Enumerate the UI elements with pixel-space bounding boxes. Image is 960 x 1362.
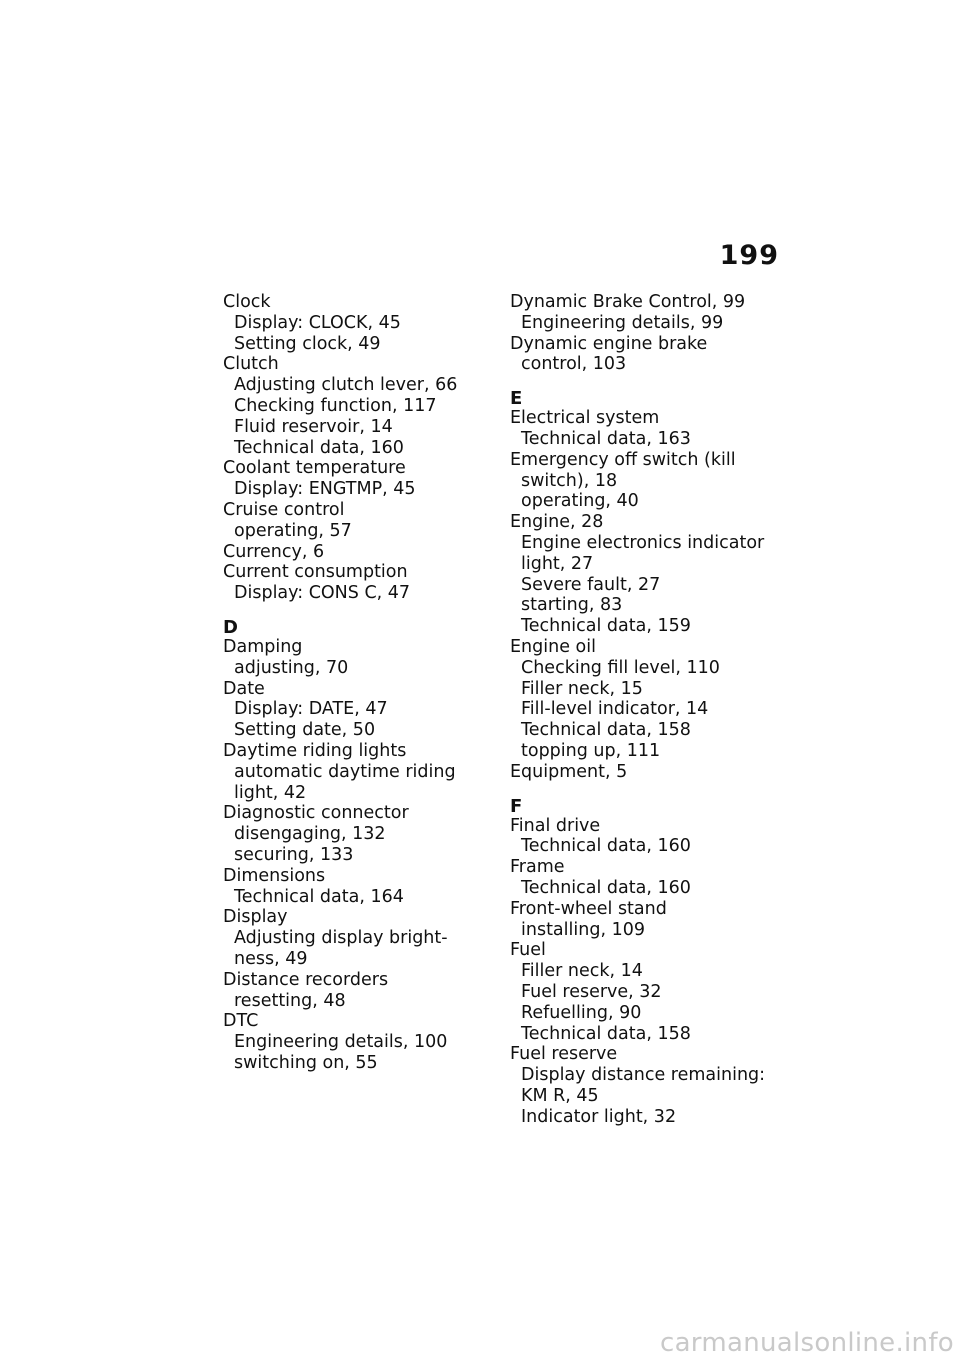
index-subentry: automatic daytime riding bbox=[234, 761, 456, 782]
index-subentry: securing, 133 bbox=[234, 844, 354, 865]
index-subentry: adjusting, 70 bbox=[234, 657, 349, 678]
index-subentry: Technical data, 164 bbox=[234, 886, 404, 907]
index-entry: Clock bbox=[223, 292, 271, 312]
index-subentry: Engineering details, 99 bbox=[521, 312, 724, 333]
index-subentry: ness, 49 bbox=[234, 948, 308, 969]
index-entry: Front-wheel stand bbox=[510, 898, 667, 919]
index-subentry: control, 103 bbox=[521, 354, 627, 375]
index-subentry: Refuelling, 90 bbox=[521, 1002, 642, 1023]
index-entry: Currency, 6 bbox=[223, 541, 325, 562]
index-entry: Fuel reserve bbox=[510, 1044, 618, 1065]
index-entry: Dynamic engine brake bbox=[510, 333, 708, 354]
index-entry: Electrical system bbox=[510, 408, 660, 429]
index-subentry: Technical data, 158 bbox=[521, 1023, 691, 1044]
index-subentry: Severe fault, 27 bbox=[521, 574, 661, 595]
index-entry: Emergency off switch (kill bbox=[510, 449, 736, 470]
index-subentry: disengaging, 132 bbox=[234, 824, 386, 845]
index-section-letter: D bbox=[223, 616, 238, 638]
index-subentry: starting, 83 bbox=[521, 595, 623, 616]
index-subentry: Adjusting display bright- bbox=[234, 928, 448, 949]
index-subentry: Display distance remaining: bbox=[521, 1065, 766, 1086]
index-subentry: installing, 109 bbox=[521, 919, 645, 940]
index-subentry: light, 42 bbox=[234, 782, 307, 803]
index-entry: Frame bbox=[510, 857, 565, 878]
index-subentry: Adjusting clutch lever, 66 bbox=[234, 375, 458, 396]
index-entry: Clutch bbox=[223, 354, 279, 375]
index-entry: DTC bbox=[223, 1011, 259, 1032]
index-subentry: light, 27 bbox=[521, 553, 594, 574]
index-entry: Diagnostic connector bbox=[223, 803, 409, 824]
index-subentry: Filler neck, 15 bbox=[521, 678, 643, 699]
index-entry: Engine, 28 bbox=[510, 512, 604, 533]
index-subentry: Fuel reserve, 32 bbox=[521, 981, 662, 1002]
index-subentry: Indicator light, 32 bbox=[521, 1106, 677, 1127]
index-entry: Date bbox=[223, 678, 265, 699]
watermark: carmanualsonline.info bbox=[659, 1328, 954, 1358]
index-section-letter: F bbox=[510, 795, 523, 817]
index-subentry: Technical data, 160 bbox=[521, 877, 691, 898]
index-subentry: Setting clock, 49 bbox=[234, 333, 381, 354]
index-entry: Cruise control bbox=[223, 499, 345, 520]
index-entry: Current consumption bbox=[223, 562, 408, 583]
index-subentry: Setting date, 50 bbox=[234, 720, 376, 741]
index-subentry: operating, 57 bbox=[234, 520, 352, 541]
index-entry: Coolant temperature bbox=[223, 458, 406, 479]
index-subentry: operating, 40 bbox=[521, 491, 639, 512]
index-subentry: Checking function, 117 bbox=[234, 395, 437, 416]
index-subentry: Fluid reservoir, 14 bbox=[234, 416, 393, 437]
index-entry: Final drive bbox=[510, 815, 601, 836]
index-subentry: Checking fill level, 110 bbox=[521, 657, 720, 678]
index-subentry: switching on, 55 bbox=[234, 1052, 378, 1073]
index-subentry: KM R, 45 bbox=[521, 1085, 599, 1106]
index-subentry: Technical data, 163 bbox=[521, 428, 691, 449]
index-subentry: resetting, 48 bbox=[234, 990, 346, 1011]
index-subentry: Display: CLOCK, 45 bbox=[234, 312, 401, 333]
index-subentry: Display: ENGTMP, 45 bbox=[234, 479, 416, 500]
index-subentry: topping up, 111 bbox=[521, 740, 661, 761]
index-subentry: Engine electronics indicator bbox=[521, 532, 765, 553]
index-entry: Daytime riding lights bbox=[223, 740, 407, 761]
index-entry: Fuel bbox=[510, 940, 546, 961]
index-subentry: Technical data, 158 bbox=[521, 720, 691, 741]
index-subentry: Display: DATE, 47 bbox=[234, 699, 388, 720]
index-subentry: Technical data, 160 bbox=[521, 836, 691, 857]
index-entry: Distance recorders bbox=[223, 969, 389, 990]
index-column-left bbox=[223, 292, 473, 1074]
index-subentry: Technical data, 160 bbox=[234, 437, 404, 458]
index-entry: Engine oil bbox=[510, 636, 596, 657]
index-entry: Damping bbox=[223, 636, 303, 657]
index-subentry: Fill-level indicator, 14 bbox=[521, 699, 709, 720]
index-subentry: switch), 18 bbox=[521, 470, 618, 491]
index-entry: Display bbox=[223, 907, 288, 928]
index-entry: Dynamic Brake Control, 99 bbox=[510, 292, 746, 312]
index-subentry: Engineering details, 100 bbox=[234, 1032, 448, 1053]
index-subentry: Technical data, 159 bbox=[521, 616, 691, 637]
index-subentry: Filler neck, 14 bbox=[521, 961, 643, 982]
index-section-letter: E bbox=[510, 388, 523, 410]
index-subentry: Display: CONS C, 47 bbox=[234, 583, 411, 604]
index-entry: Dimensions bbox=[223, 865, 326, 886]
index-column-right bbox=[510, 292, 780, 1127]
index-entry: Equipment, 5 bbox=[510, 761, 628, 782]
page-number: 199 bbox=[719, 240, 779, 271]
